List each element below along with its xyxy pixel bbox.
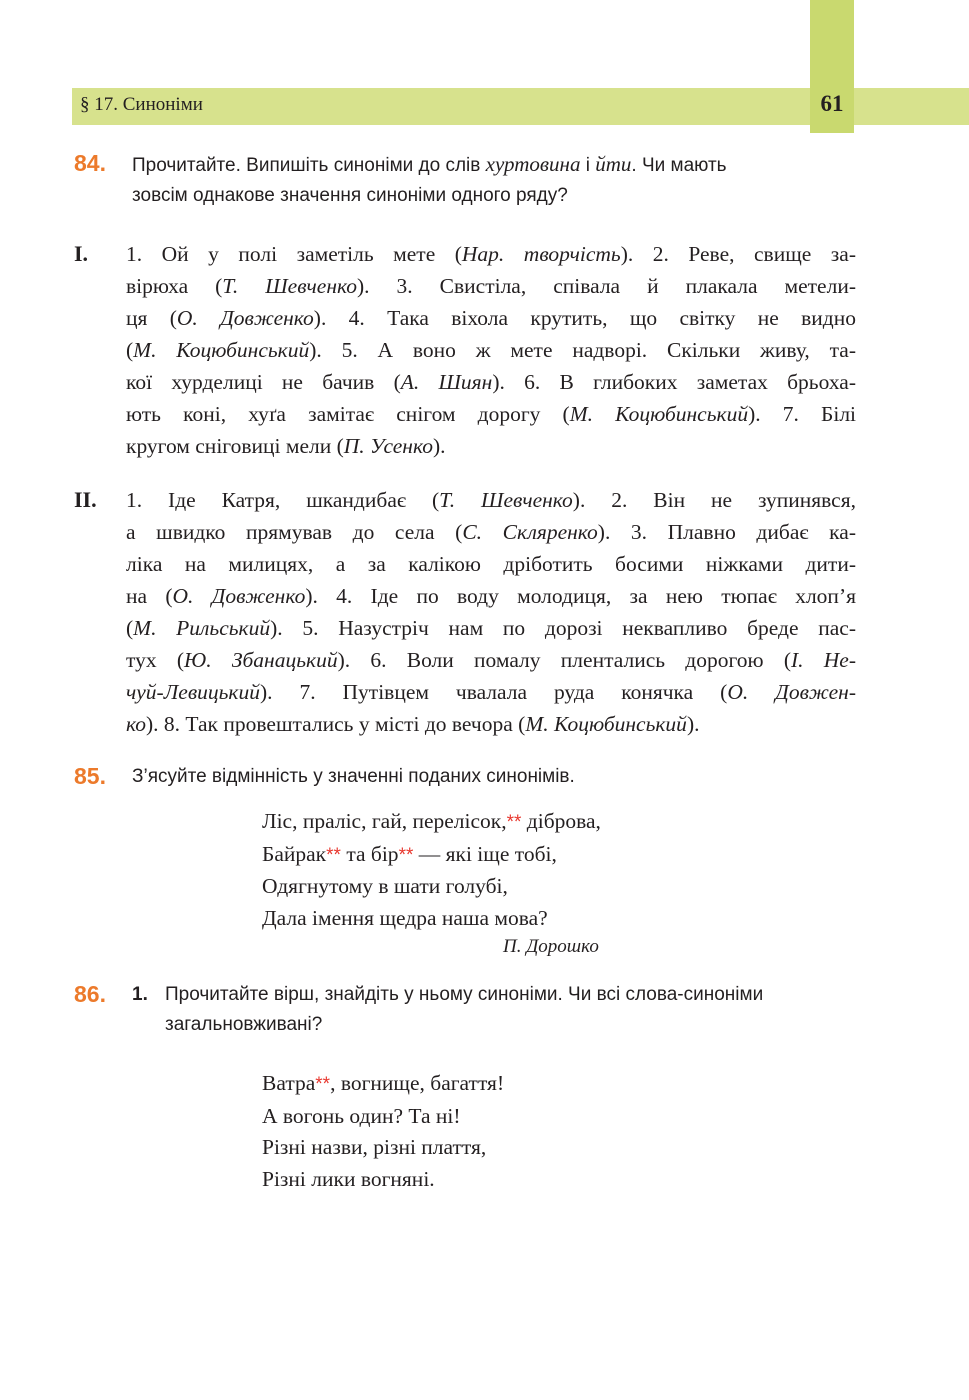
task-86-subnumber: 1. — [132, 984, 148, 1005]
poem-85 — [262, 806, 601, 934]
glossary-mark: ** — [315, 1074, 331, 1095]
poem-85-line-2: Байрак** та бір** — які іще тобі, — [262, 841, 557, 866]
poem-85-line-1: Ліс, праліс, гай, перелісок,** діброва, — [262, 809, 601, 833]
part-i-text: 1. Ой у полі заметіль мете (Нар. творчість). 2. Реве, свище за- вірюха (Т. Шевченко). 3. Свистіла, співала й плакала метели- ця (О. Довженко). 4. Така віхола крутить, що світку не видно (М. Коцюбинський). 5. А воно ж мете надворі. Скільки живу, та- кої хурделиці не бачив (А. Шиян). 6. В глибоких заметах брьоха- ють коні, хуґа замітає снігом дорогу (М. Коцюбинський). 7. Білі кругом сніговиці мели (П. Усенко). — [126, 242, 857, 458]
task-85-instruction: З’ясуйте відмінність у значенні поданих синонімів. — [132, 766, 575, 787]
glossary-mark: ** — [326, 844, 341, 866]
glossary-mark: ** — [398, 844, 414, 866]
poem-86-line-1: Ватра**, вогнище, багаття! — [262, 1071, 505, 1095]
poem-86-line-4: Різні лики вогняні. — [262, 1166, 435, 1191]
glossary-mark: ** — [506, 812, 522, 833]
page-number: 61 — [820, 91, 844, 116]
task-86-instruction: Прочитайте вірш, знайдіть у ньому синоніми. Чи всі слова-синоніми загальновживані? — [165, 984, 764, 1035]
task-number-85: 85. — [74, 763, 106, 789]
poem-86-line-2: А вогонь один? Та ні! — [262, 1103, 461, 1128]
poem-86 — [262, 1068, 504, 1195]
task-84-instruction: Прочитайте. Випишіть синоніми до слів хуртовина і йти. Чи мають зовсім однакове значення синоніми одного ряду? — [132, 152, 727, 206]
part-ii-text: 1. Іде Катря, шкандибає (Т. Шевченко). 2. Він не зупинявся, а швидко прямував до села (С. Скляренко). 3. Плавно дибає ка- ліка на милицях, а за калікою дріботить босими ніжками дити- на (О. Довженко). 4. Іде по воду молодиця, за нею тюпає хлоп’я (М. Рильський). 5. Назустріч нам по дорозі неквапливо бреде пас- тух (Ю. Збанацький). 6. Воли помалу плентались дорогою (І. Не- чуй-Левицький). 7. Путівцем чвалала руда конячка (О. Довжен- ко). 8. Так провештались у місті до вечора (М. Коцюбинський). — [126, 488, 857, 736]
part-label-ii: II. — [74, 487, 97, 512]
task-number-86: 86. — [74, 981, 106, 1007]
task-number-84: 84. — [74, 150, 106, 176]
poem-85-line-3: Одягнутому в шати голубі, — [262, 874, 508, 898]
poem-85-author: П. Дорошко — [503, 936, 599, 957]
section-title: § 17. Синоніми — [80, 94, 203, 115]
poem-85-line-4: Дала імення щедра наша мова? — [262, 905, 548, 930]
part-label-i: I. — [74, 241, 89, 266]
poem-86-line-3: Різні назви, різні плаття, — [262, 1135, 487, 1159]
